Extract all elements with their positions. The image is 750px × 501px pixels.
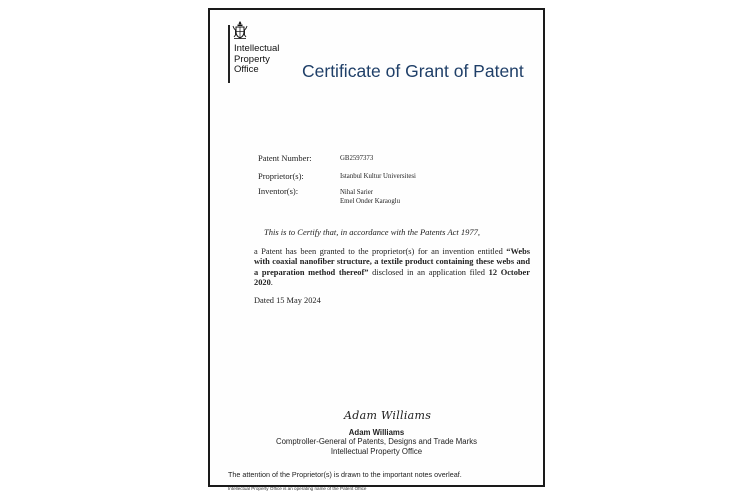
signatory-name: Adam Williams <box>348 428 405 437</box>
proprietor-label: Proprietor(s): <box>258 171 304 181</box>
handwritten-signature: Adam Williams <box>344 409 432 422</box>
inventor-value-2: Emel Onder Karaoglu <box>340 198 401 205</box>
signatory-office: Intellectual Property Office <box>330 446 423 456</box>
inventor-label: Inventor(s): <box>258 186 299 196</box>
logo-line-3: Office <box>234 64 259 75</box>
dated-line: Dated 15 May 2024 <box>254 296 321 305</box>
attention-note: The attention of the Proprietor(s) is drawn to the important notes overleaf. <box>228 470 462 479</box>
logo-line-1: Intellectual <box>234 43 280 54</box>
signatory-block <box>210 428 543 456</box>
patent-number-label: Patent Number: <box>258 153 312 163</box>
ipo-logo-text <box>234 44 304 76</box>
royal-crest-icon <box>232 20 248 40</box>
proprietor-value: Istanbul Kultur Universitesi <box>340 173 416 180</box>
patent-number-value: GB2597373 <box>340 155 374 162</box>
filed-end: . <box>270 277 273 287</box>
filed-text: disclosed in an application filed <box>368 267 489 277</box>
grant-intro: a Patent has been granted to the proprietor(s) for an invention entitled <box>254 247 503 256</box>
logo-bar <box>228 25 230 83</box>
signatory-title: Comptroller-General of Patents, Designs and Trade Marks <box>275 437 478 447</box>
certify-statement: This is to Certify that, in accordance with the Patents Act 1977, <box>264 227 481 237</box>
invention-title: “Webs with coaxial nanofiber structure, a textile product containing these webs and a preparation method thereof” <box>254 247 531 277</box>
certificate-title: Certificate of Grant of Patent <box>302 61 524 81</box>
certificate-sheet <box>208 8 545 491</box>
footer-note: Intellectual Property Office is an operating name of the Patent Office <box>228 486 367 491</box>
logo-line-2: Property <box>234 53 270 65</box>
grant-paragraph <box>254 247 530 288</box>
filed-date: 12 October 2020 <box>254 267 530 287</box>
inventor-value-1: Nihal Sarier <box>340 189 374 196</box>
